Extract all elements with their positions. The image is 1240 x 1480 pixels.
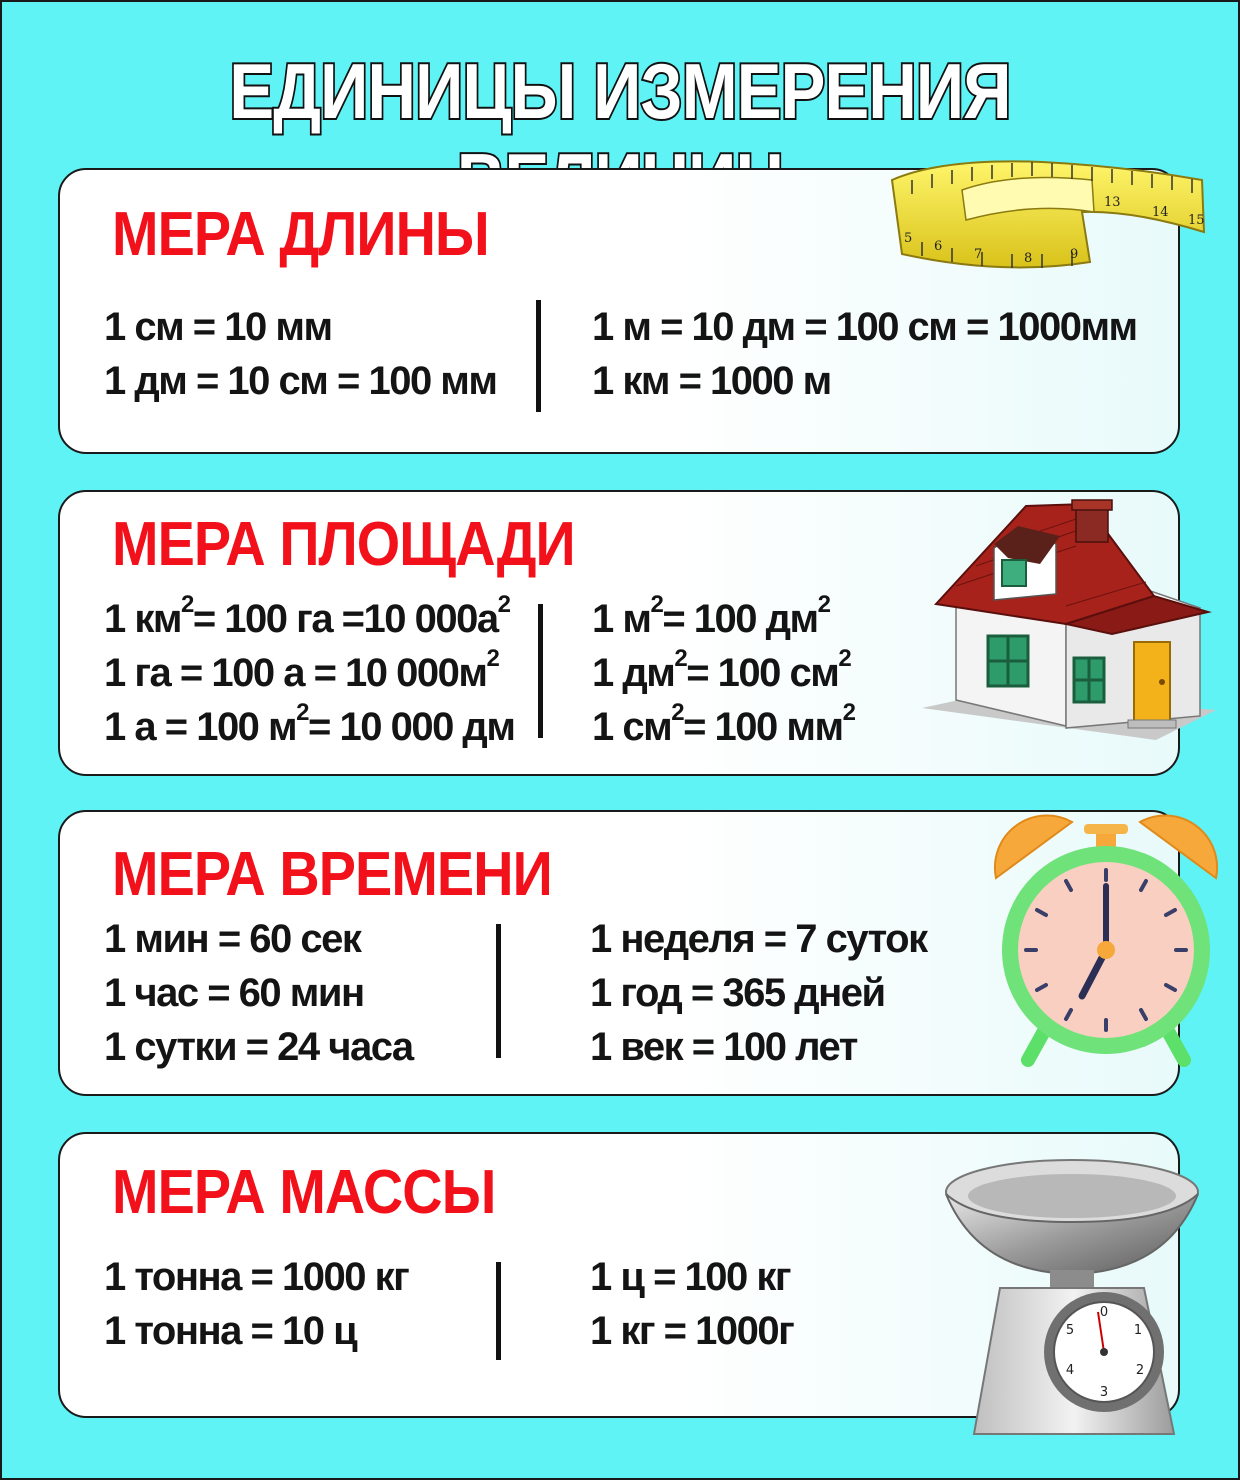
length-heading: МЕРА ДЛИНЫ: [112, 200, 489, 269]
alarm-clock-icon: [988, 808, 1224, 1082]
area-left-line-1: [104, 592, 514, 646]
time-divider: [496, 924, 501, 1058]
area-right-column: [592, 592, 854, 754]
mass-left-line-2: 1 тонна = 10 ц: [104, 1309, 357, 1353]
length-left-line-1: 1 см = 10 мм: [104, 305, 332, 349]
mass-right-line-1: 1 ц = 100 кг: [590, 1255, 791, 1299]
mass-left-column: [104, 1250, 408, 1358]
area-left-column: [104, 592, 514, 754]
dial-number-0: 0: [1099, 1305, 1109, 1320]
mass-heading: МЕРА МАССЫ: [112, 1158, 496, 1227]
tape-number-15: 15: [1188, 213, 1205, 228]
area-l3-sup: 2: [296, 698, 308, 726]
mass-left-line-1: 1 тонна = 1000 кг: [104, 1255, 409, 1299]
area-r3-sup-1: 2: [671, 698, 684, 726]
length-right-column: [592, 300, 1137, 408]
area-l1-a: 1 км: [104, 597, 181, 641]
area-left-line-3: [104, 700, 514, 754]
area-r1-a: 1 м: [592, 597, 651, 641]
area-l1-sup-1: 2: [180, 590, 193, 618]
length-left-column: [104, 300, 496, 408]
kitchen-scale-icon: [938, 1152, 1218, 1452]
area-l3-a: 1 а = 100 м: [104, 705, 297, 749]
time-right-column: [590, 912, 927, 1074]
tape-number-13: 13: [1104, 195, 1121, 210]
dial-number-1: 1: [1133, 1323, 1143, 1338]
tape-number-9: 9: [1070, 247, 1079, 262]
area-r3-a: 1 см: [592, 705, 672, 749]
area-divider: [538, 604, 543, 738]
tape-number-6: 6: [934, 239, 943, 254]
tape-number-14: 14: [1152, 205, 1169, 220]
area-heading: МЕРА ПЛОЩАДИ: [112, 510, 575, 579]
dial-number-4: 4: [1065, 1363, 1075, 1378]
time-left-line-1: 1 мин = 60 сек: [104, 917, 361, 961]
area-right-line-2: [592, 646, 854, 700]
area-l2-a: 1 га = 100 а = 10 000м: [104, 651, 487, 695]
area-l2-sup: 2: [486, 644, 499, 672]
time-right-line-2: 1 год = 365 дней: [590, 971, 885, 1015]
area-r3-sup-2: 2: [842, 698, 855, 726]
tape-number-7: 7: [974, 247, 983, 262]
area-l1-sup-2: 2: [497, 590, 510, 618]
tape-number-5: 5: [904, 231, 913, 246]
area-l3-b: = 10 000 дм: [308, 705, 515, 749]
area-left-line-2: [104, 646, 514, 700]
time-left-line-3: 1 сутки = 24 часа: [104, 1025, 413, 1069]
area-r2-b: = 100 см: [686, 651, 839, 695]
time-left-line-2: 1 час = 60 мин: [104, 971, 364, 1015]
area-r3-b: = 100 мм: [683, 705, 843, 749]
length-right-line-1: 1 м = 10 дм = 100 см = 1000мм: [592, 305, 1137, 349]
area-right-line-3: [592, 700, 854, 754]
time-right-line-1: 1 неделя = 7 суток: [590, 917, 927, 961]
dial-number-2: 2: [1135, 1363, 1145, 1378]
area-l1-b: = 100 га =10 000а: [192, 597, 498, 641]
time-heading: МЕРА ВРЕМЕНИ: [112, 840, 552, 909]
area-r2-sup-2: 2: [838, 644, 851, 672]
length-right-line-2: 1 км = 1000 м: [592, 359, 831, 403]
poster-title: ЕДИНИЦЫ ИЗМЕРЕНИЯ: [229, 47, 1011, 135]
area-right-line-1: [592, 592, 854, 646]
mass-right-line-2: 1 кг = 1000г: [590, 1309, 794, 1353]
area-r1-b: = 100 дм: [662, 597, 818, 641]
area-r1-sup-1: 2: [650, 590, 663, 618]
mass-divider: [496, 1262, 501, 1360]
time-left-column: [104, 912, 413, 1074]
tape-measure-icon: [882, 150, 1212, 280]
house-icon: [916, 496, 1222, 744]
dial-number-3: 3: [1099, 1385, 1109, 1400]
time-right-line-3: 1 век = 100 лет: [590, 1025, 857, 1069]
length-left-line-2: 1 дм = 10 см = 100 мм: [104, 359, 497, 403]
mass-right-column: [590, 1250, 793, 1358]
area-r1-sup-2: 2: [817, 590, 830, 618]
dial-number-5: 5: [1065, 1323, 1075, 1338]
tape-number-8: 8: [1024, 251, 1033, 266]
area-r2-a: 1 дм: [592, 651, 675, 695]
length-divider: [536, 300, 541, 412]
area-r2-sup-1: 2: [674, 644, 687, 672]
